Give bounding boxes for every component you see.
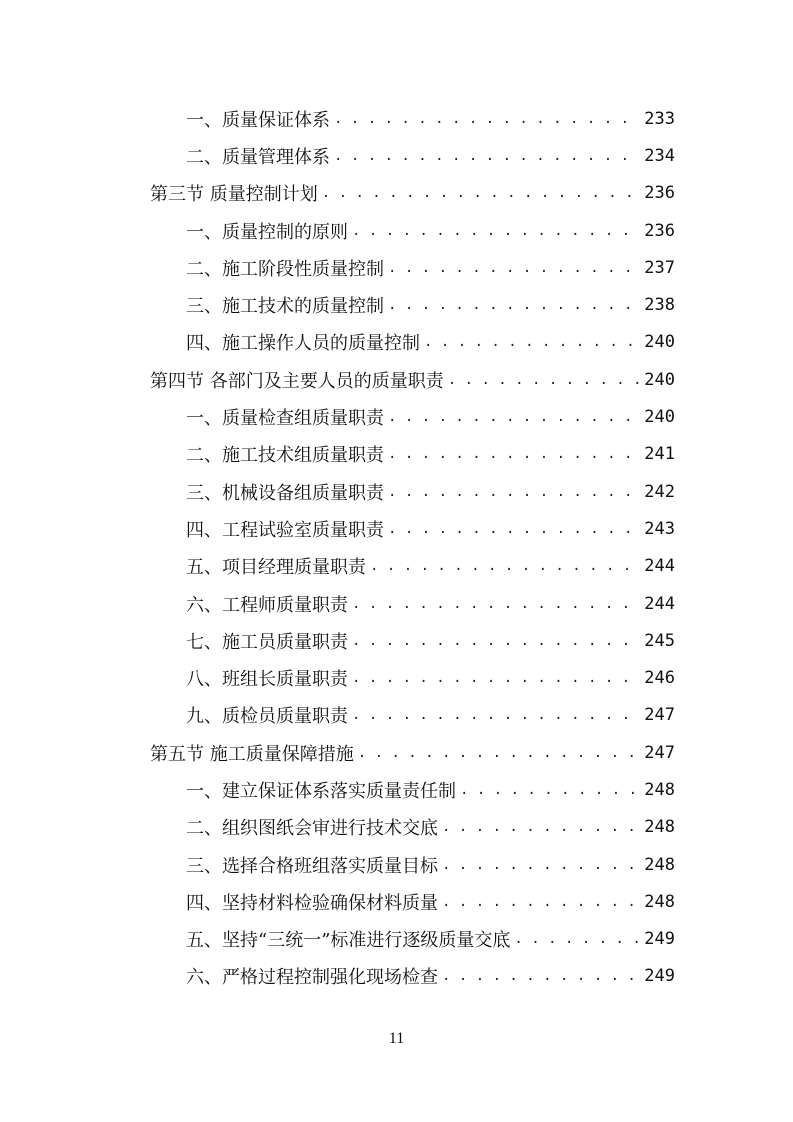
toc-dot-leader <box>442 894 640 910</box>
toc-entry[interactable] <box>150 921 675 958</box>
toc-entry-label: 二、施工阶段性质量控制 <box>186 258 384 280</box>
toc-section-entry[interactable] <box>150 175 675 212</box>
toc-entry-page: 249 <box>644 966 675 987</box>
toc-entry[interactable] <box>150 286 675 323</box>
toc-entry-label: 六、工程师质量职责 <box>186 594 348 616</box>
toc-section-entry[interactable] <box>150 734 675 771</box>
toc-entry-label: 二、组织图纸会审进行技术交底 <box>186 818 438 840</box>
table-of-contents <box>150 100 675 995</box>
toc-dot-leader <box>352 596 640 612</box>
toc-entry-label: 七、施工员质量职责 <box>186 631 348 653</box>
toc-entry[interactable] <box>150 137 675 174</box>
toc-dot-leader <box>388 260 640 276</box>
toc-entry-label: 第三节 质量控制计划 <box>150 184 318 206</box>
toc-dot-leader <box>352 633 640 649</box>
toc-dot-leader <box>442 857 640 873</box>
toc-entry-label: 八、班组长质量职责 <box>186 669 348 691</box>
toc-dot-leader <box>388 409 640 425</box>
toc-entry-label: 五、项目经理质量职责 <box>186 557 366 579</box>
toc-entry-page: 248 <box>644 891 675 912</box>
toc-entry-label: 一、质量控制的原则 <box>186 221 348 243</box>
toc-entry[interactable] <box>150 771 675 808</box>
toc-dot-leader <box>334 111 640 127</box>
toc-entry-page: 240 <box>644 369 675 390</box>
toc-entry-page: 244 <box>644 556 675 577</box>
toc-entry[interactable] <box>150 809 675 846</box>
toc-entry-page: 245 <box>644 630 675 651</box>
toc-dot-leader <box>442 968 640 984</box>
toc-dot-leader <box>514 931 640 947</box>
toc-entry-page: 248 <box>644 854 675 875</box>
toc-entry[interactable] <box>150 585 675 622</box>
toc-entry[interactable] <box>150 659 675 696</box>
toc-entry-page: 248 <box>644 779 675 800</box>
toc-dot-leader <box>388 446 640 462</box>
toc-entry-label: 四、工程试验室质量职责 <box>186 519 384 541</box>
toc-dot-leader <box>424 334 640 350</box>
toc-entry-label: 第四节 各部门及主要人员的质量职责 <box>150 370 444 392</box>
toc-entry-label: 四、坚持材料检验确保材料质量 <box>186 892 438 914</box>
toc-entry-page: 241 <box>644 444 675 465</box>
toc-entry[interactable] <box>150 436 675 473</box>
toc-entry-label: 一、建立保证体系落实质量责任制 <box>186 780 456 802</box>
toc-entry-page: 234 <box>644 145 675 166</box>
toc-entry[interactable] <box>150 100 675 137</box>
toc-entry[interactable] <box>150 324 675 361</box>
toc-entry-label: 三、施工技术的质量控制 <box>186 296 384 318</box>
toc-dot-leader <box>388 297 640 313</box>
toc-dot-leader <box>352 670 640 686</box>
toc-entry-page: 244 <box>644 593 675 614</box>
toc-entry-page: 238 <box>644 295 675 316</box>
toc-entry-page: 243 <box>644 518 675 539</box>
toc-entry[interactable] <box>150 958 675 995</box>
page-number: 11 <box>388 1030 405 1047</box>
toc-entry[interactable] <box>150 212 675 249</box>
toc-entry[interactable] <box>150 846 675 883</box>
toc-entry[interactable] <box>150 249 675 286</box>
toc-entry-page: 246 <box>644 668 675 689</box>
toc-dot-leader <box>448 372 641 388</box>
toc-entry-page: 240 <box>644 332 675 353</box>
toc-entry-page: 247 <box>644 705 675 726</box>
toc-entry[interactable] <box>150 883 675 920</box>
toc-dot-leader <box>460 782 640 798</box>
toc-entry-label: 二、施工技术组质量职责 <box>186 445 384 467</box>
toc-entry-page: 242 <box>644 481 675 502</box>
toc-entry-label: 三、机械设备组质量职责 <box>186 482 384 504</box>
toc-entry[interactable] <box>150 697 675 734</box>
toc-entry-label: 四、施工操作人员的质量控制 <box>186 333 420 355</box>
toc-entry-page: 236 <box>644 183 675 204</box>
toc-entry-label: 六、严格过程控制强化现场检查 <box>186 967 438 989</box>
toc-entry[interactable] <box>150 398 675 435</box>
toc-entry-page: 237 <box>644 257 675 278</box>
toc-entry-label: 五、坚持“三统一”标准进行逐级质量交底 <box>186 930 511 952</box>
toc-entry-page: 247 <box>644 742 675 763</box>
toc-entry[interactable] <box>150 548 675 585</box>
toc-entry-page: 240 <box>644 407 675 428</box>
toc-entry-label: 九、质检员质量职责 <box>186 706 348 728</box>
toc-dot-leader <box>388 521 640 537</box>
toc-entry[interactable] <box>150 510 675 547</box>
toc-dot-leader <box>442 819 640 835</box>
toc-dot-leader <box>352 707 640 723</box>
toc-entry-page: 236 <box>644 220 675 241</box>
toc-dot-leader <box>334 148 640 164</box>
toc-entry-label: 二、质量管理体系 <box>186 146 330 168</box>
toc-dot-leader <box>322 185 641 201</box>
toc-entry-label: 第五节 施工质量保障措施 <box>150 743 354 765</box>
toc-entry-page: 233 <box>644 108 675 129</box>
toc-entry[interactable] <box>150 622 675 659</box>
toc-entry-label: 一、质量保证体系 <box>186 109 330 131</box>
toc-section-entry[interactable] <box>150 361 675 398</box>
toc-entry-page: 249 <box>644 929 675 950</box>
toc-dot-leader <box>370 558 640 574</box>
toc-entry-page: 248 <box>644 817 675 838</box>
toc-entry-label: 一、质量检查组质量职责 <box>186 408 384 430</box>
toc-dot-leader <box>352 223 640 239</box>
toc-entry-label: 三、选择合格班组落实质量目标 <box>186 855 438 877</box>
toc-dot-leader <box>358 745 641 761</box>
toc-dot-leader <box>388 484 640 500</box>
toc-entry[interactable] <box>150 473 675 510</box>
